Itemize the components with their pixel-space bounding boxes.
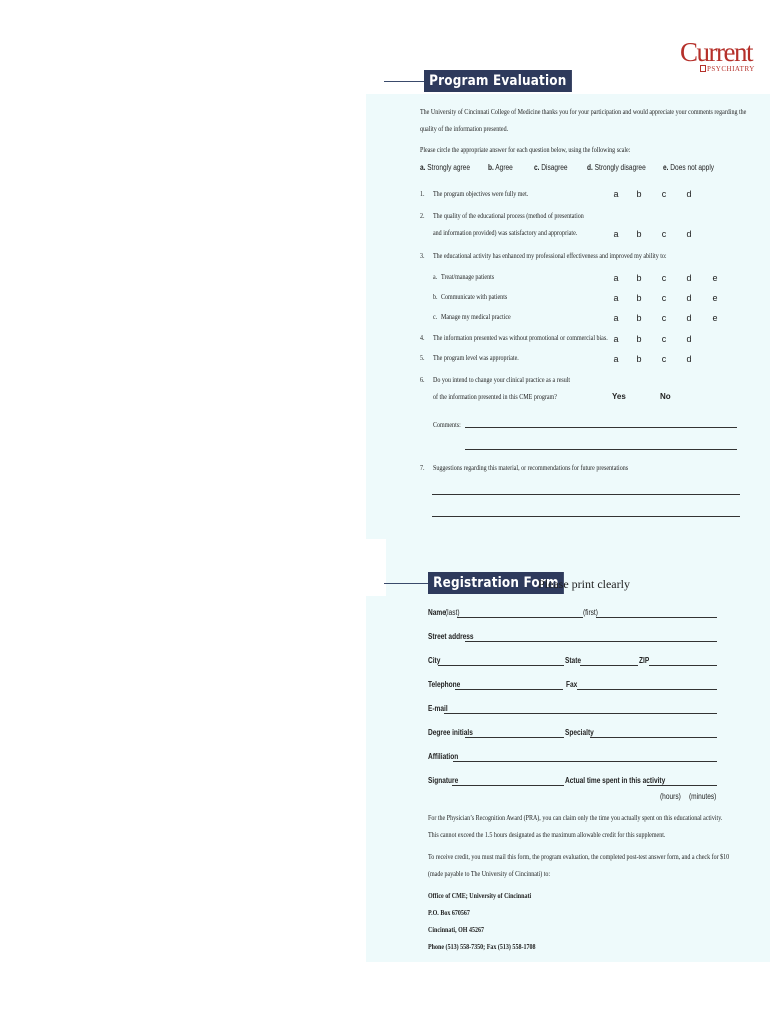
- street-field[interactable]: [465, 641, 717, 642]
- q3b-number: b.: [433, 293, 438, 301]
- scale-b: [488, 163, 513, 172]
- zip-field[interactable]: [649, 665, 717, 666]
- telephone-field[interactable]: [455, 689, 563, 690]
- comments-line-2[interactable]: [465, 449, 737, 450]
- signature-label: Signature: [428, 776, 459, 785]
- q3-number: 3.: [420, 252, 425, 260]
- instructions: Please circle the appropriate answer for each question below, using the following scale:: [420, 146, 631, 154]
- street-label: Street address: [428, 632, 474, 641]
- first-name-field[interactable]: [596, 617, 717, 618]
- q3a-choice-e[interactable]: e: [712, 273, 718, 283]
- q4-choice-b[interactable]: b: [636, 334, 642, 344]
- scale-c-key: c.: [534, 163, 540, 172]
- affiliation-field[interactable]: [453, 761, 717, 762]
- intro-line-1: The University of Cincinnati College of Medicine thanks you for your participation and would appreciate your comments regarding the: [420, 108, 747, 116]
- q4-choice-a[interactable]: a: [613, 334, 619, 344]
- city-label: City: [428, 656, 441, 665]
- logo-subtitle: [700, 65, 755, 73]
- q3a-choice-d[interactable]: d: [686, 273, 692, 283]
- q3a-number: a.: [433, 273, 438, 281]
- q3c-choice-c[interactable]: c: [661, 313, 667, 323]
- q3a-text: Treat/manage patients: [441, 273, 495, 281]
- scale-e: [663, 163, 714, 172]
- q3b-choice-c[interactable]: c: [661, 293, 667, 303]
- scale-d-label: Strongly disagree: [594, 163, 646, 172]
- q2-number: 2.: [420, 212, 425, 220]
- scale-c: [534, 163, 568, 172]
- q1-number: 1.: [420, 190, 425, 198]
- q4-choice-d[interactable]: d: [686, 334, 692, 344]
- scale-e-label: Does not apply: [670, 163, 715, 172]
- q6-line-2: of the information presented in this CME program?: [433, 393, 557, 401]
- q2-choice-d[interactable]: d: [686, 229, 692, 239]
- q6-no[interactable]: No: [660, 392, 671, 401]
- q4-number: 4.: [420, 334, 425, 342]
- q1-choice-b[interactable]: b: [636, 189, 642, 199]
- evaluation-title-rule: [384, 81, 424, 82]
- q3b-choice-e[interactable]: e: [712, 293, 718, 303]
- signature-field[interactable]: [452, 785, 564, 786]
- q5-number: 5.: [420, 354, 425, 362]
- logo-sub-text: PSYCHIATRY: [707, 65, 755, 73]
- name-last-label: (last): [445, 608, 460, 617]
- affiliation-label: Affiliation: [428, 752, 459, 761]
- q6-number: 6.: [420, 376, 425, 384]
- q2-choice-b[interactable]: b: [636, 229, 642, 239]
- q5-choice-b[interactable]: b: [636, 354, 642, 364]
- name-first-label: (first): [583, 608, 598, 617]
- q3b-choice-a[interactable]: a: [613, 293, 619, 303]
- q3a-choice-c[interactable]: c: [661, 273, 667, 283]
- name-label: Name: [428, 608, 446, 617]
- q2-line-1: The quality of the educational process (method of presentation: [433, 212, 584, 220]
- q1-choice-d[interactable]: d: [686, 189, 692, 199]
- q1-choice-a[interactable]: a: [613, 189, 619, 199]
- comments-label: Comments:: [433, 421, 461, 429]
- address-line-4: Phone (513) 558-7350; Fax (513) 558-1708: [428, 943, 536, 951]
- q1-choice-c[interactable]: c: [661, 189, 667, 199]
- registration-subtitle: Please print clearly: [538, 577, 630, 591]
- degree-label: Degree initials: [428, 728, 473, 737]
- specialty-field[interactable]: [590, 737, 717, 738]
- q5-choice-d[interactable]: d: [686, 354, 692, 364]
- address-line-2: P.O. Box 670567: [428, 909, 470, 917]
- credit-line-2: (made payable to The University of Cincinnati) to:: [428, 870, 551, 878]
- q3a-choice-b[interactable]: b: [636, 273, 642, 283]
- q3c-choice-d[interactable]: d: [686, 313, 692, 323]
- fax-label: Fax: [566, 680, 578, 689]
- q3b-choice-d[interactable]: d: [686, 293, 692, 303]
- q3c-number: c.: [433, 313, 438, 321]
- state-field[interactable]: [580, 665, 638, 666]
- scale-a: [420, 163, 470, 172]
- scale-e-key: e.: [663, 163, 669, 172]
- q6-yes[interactable]: Yes: [612, 392, 626, 401]
- q3c-text: Manage my medical practice: [441, 313, 511, 321]
- time-spent-label: Actual time spent in this activity: [565, 776, 666, 785]
- q5-choice-c[interactable]: c: [661, 354, 667, 364]
- address-line-1: Office of CME; University of Cincinnati: [428, 892, 532, 900]
- scale-a-key: a.: [420, 163, 426, 172]
- q3c-choice-e[interactable]: e: [712, 313, 718, 323]
- pra-line-2: This cannot exceed the 1.5 hours designated as the maximum allowable credit for this supplement.: [428, 831, 666, 839]
- q2-choice-a[interactable]: a: [613, 229, 619, 239]
- q3-text: The educational activity has enhanced my professional effectiveness and improved my ability to:: [433, 252, 667, 260]
- pra-line-1: For the Physician’s Recognition Award (PRA), you can claim only the time you actually spent on this educational activity.: [428, 814, 723, 822]
- time-spent-field[interactable]: [647, 785, 717, 786]
- q6-line-1: Do you intend to change your clinical practice as a result: [433, 376, 571, 384]
- q4-text: The information presented was without promotional or commercial bias.: [433, 334, 608, 342]
- q3b-choice-b[interactable]: b: [636, 293, 642, 303]
- current-psychiatry-logo: [680, 38, 760, 78]
- specialty-label: Specialty: [565, 728, 594, 737]
- scale-d-key: d.: [587, 163, 593, 172]
- zip-label: ZIP: [639, 656, 650, 665]
- state-label: State: [565, 656, 582, 665]
- telephone-label: Telephone: [428, 680, 461, 689]
- q3c-choice-b[interactable]: b: [636, 313, 642, 323]
- logo-word: Current: [680, 37, 752, 67]
- scale-d: [587, 163, 646, 172]
- hours-label: (hours): [660, 792, 681, 801]
- scale-a-label: Strongly agree: [427, 163, 470, 172]
- scale-b-key: b.: [488, 163, 494, 172]
- last-name-field[interactable]: [457, 617, 583, 618]
- registration-title-rule: [384, 583, 428, 584]
- q1-text: The program objectives were fully met.: [433, 190, 529, 198]
- suggestions-line-2[interactable]: [432, 516, 740, 517]
- q4-choice-c[interactable]: c: [661, 334, 667, 344]
- scale-b-label: Agree: [495, 163, 513, 172]
- fax-field[interactable]: [577, 689, 717, 690]
- intro-line-2: quality of the information presented.: [420, 125, 509, 133]
- scale-c-label: Disagree: [541, 163, 568, 172]
- degree-field[interactable]: [465, 737, 564, 738]
- suggestions-line-1[interactable]: [432, 494, 740, 495]
- q7-text: Suggestions regarding this material, or recommendations for future presentations: [433, 464, 629, 472]
- q7-number: 7.: [420, 464, 425, 472]
- address-line-3: Cincinnati, OH 45267: [428, 926, 485, 934]
- q5-text: The program level was appropriate.: [433, 354, 519, 362]
- minutes-label: (minutes): [689, 792, 717, 801]
- q2-line-2: and information provided) was satisfactory and appropriate.: [433, 229, 578, 237]
- q3b-text: Communicate with patients: [441, 293, 508, 301]
- registration-title: Registration Form: [428, 572, 564, 594]
- credit-line-1: To receive credit, you must mail this form, the program evaluation, the completed post-test answer form, and a check for $10: [428, 853, 730, 861]
- q5-choice-a[interactable]: a: [613, 354, 619, 364]
- q3c-choice-a[interactable]: a: [613, 313, 619, 323]
- evaluation-title: Program Evaluation: [424, 70, 572, 92]
- logo-box-icon: [700, 65, 706, 72]
- q3a-choice-a[interactable]: a: [613, 273, 619, 283]
- email-field[interactable]: [444, 713, 717, 714]
- comments-line-1[interactable]: [465, 427, 737, 428]
- email-label: E-mail: [428, 704, 448, 713]
- q2-choice-c[interactable]: c: [661, 229, 667, 239]
- city-field[interactable]: [438, 665, 564, 666]
